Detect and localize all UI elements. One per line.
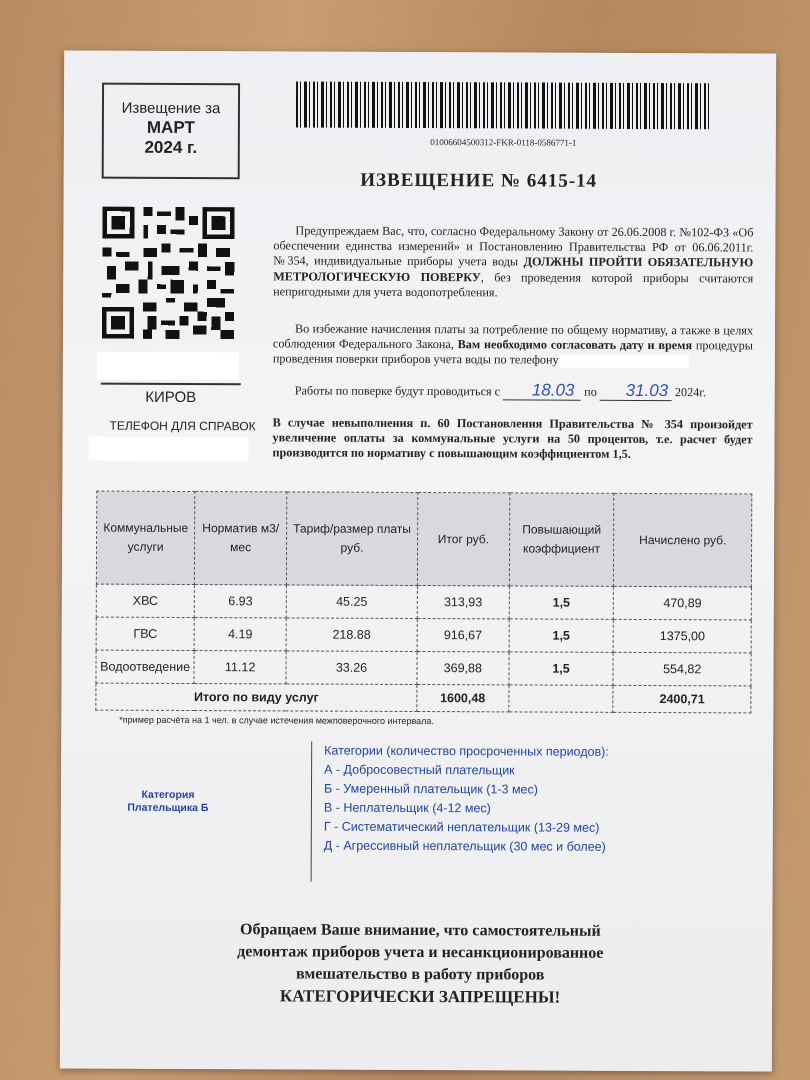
footnote: *пример расчёта на 1 чел. в случае истечения межповерочного интервала. <box>119 714 434 727</box>
table-cell: 218.88 <box>286 618 417 652</box>
notice-box-year: 2024 г. <box>144 137 198 158</box>
notice-month-box <box>102 83 240 180</box>
table-header: Коммунальные услуги <box>96 491 195 584</box>
table-cell: 313,93 <box>417 585 509 618</box>
charges-table <box>95 491 752 714</box>
table-row <box>96 650 751 686</box>
table-header: Начислено руб. <box>614 493 752 587</box>
table-cell: 33.26 <box>286 651 417 685</box>
total-charged: 2400,71 <box>613 685 751 713</box>
table-cell: Водоотведение <box>96 650 194 683</box>
paragraph-agreement: Во избежание начисления платы за потребление по общему нормативу, а также в целях соблюдения Федерального Закона, Вам необходимо согласовать дату и время процедуры проведения поверки приборов учета воды по телефону <box>272 321 754 368</box>
bottom-warning: Обращаем Ваше внимание, что самостоятельный демонтаж приборов учета и несанкционированное вмешательство в работу приборов КАТЕГОРИЧЕСКИ ЗАПРЕЩЕНЫ! <box>237 921 604 1007</box>
barcode-number: 01006604500312-FKR-0118-0586771-1 <box>430 137 577 148</box>
notice-box-month: МАРТ <box>146 117 195 138</box>
period-to: 31.03 <box>625 380 669 401</box>
redacted-phone <box>88 437 248 462</box>
category-item: А - Добросовестный плательщик <box>324 762 515 778</box>
table-cell: 554,82 <box>613 652 751 686</box>
total-label: Итого по виду услуг <box>96 683 417 711</box>
table-cell: ГВС <box>96 617 194 650</box>
table-cell: 916,67 <box>417 618 509 651</box>
period-from: 18.03 <box>531 380 575 400</box>
qr-code <box>99 207 238 340</box>
total-itog: 1600,48 <box>417 684 509 711</box>
category-item: Г - Систематический неплательщик (13-29 мес) <box>323 819 600 835</box>
table-cell: ХВС <box>96 584 194 617</box>
table-cell: 369,88 <box>417 651 509 684</box>
phone-label: ТЕЛЕФОН ДЛЯ СПРАВОК <box>109 418 256 434</box>
table-cell: 1,5 <box>509 586 614 619</box>
table-cell: 1,5 <box>509 652 614 685</box>
city-label: КИРОВ <box>101 383 241 407</box>
table-header: Тариф/размер платы руб. <box>286 492 417 586</box>
payer-category: Категория Плательщика Б <box>127 788 209 815</box>
table-row <box>96 617 751 653</box>
page-title: ИЗВЕЩЕНИЕ № 6415-14 <box>360 169 598 192</box>
category-heading: Категории (количество просроченных периодов): <box>324 743 609 759</box>
redacted-address <box>97 352 239 381</box>
notice-paper <box>60 50 776 1071</box>
category-item: В - Неплательщик (4-12 мес) <box>323 800 491 816</box>
table-row <box>96 584 751 620</box>
table-cell: 45.25 <box>286 585 417 619</box>
table-header: Норматив м3/мес <box>195 492 287 585</box>
table-cell: 11.12 <box>194 651 286 684</box>
category-item: Б - Умеренный плательщик (1-3 мес) <box>323 781 538 797</box>
table-cell: 6.93 <box>195 585 287 618</box>
penalty-warning: В случае невыполнения п. 60 Постановления Правительства № 354 произойдет увеличение оплаты за коммунальные услуги на 50 процентов, т.е. расчет будет производится по нормативу с повышающим коэффициентом 1,5. <box>272 415 753 462</box>
table-cell: 4.19 <box>194 618 286 651</box>
category-item: Д - Агрессивный неплательщик (30 мес и более) <box>323 838 606 854</box>
table-header: Повышающий коэффициент <box>509 493 614 586</box>
table-cell: 1,5 <box>509 619 614 652</box>
verification-period: Работы по поверке будут проводиться с 18.03 по 31.03 2024г. <box>294 380 706 401</box>
notice-box-line1: Извещение за <box>121 99 221 118</box>
category-legend <box>311 742 712 884</box>
redacted-contact <box>559 355 689 369</box>
table-cell: 1375,00 <box>614 619 752 653</box>
table-header: Итог руб. <box>417 492 509 585</box>
paragraph-law: Предупреждаем Вас, что, согласно Федеральному Закону от 26.06.2008 г. №102-ФЗ «Об обеспечении единства измерений» и Постановлению Правительства РФ от 06.06.2011г. №354, индивидуальные приборы учета воды ДОЛЖНЫ ПРОЙТИ ОБЯЗАТЕЛЬНУЮ МЕТРОЛОГИЧЕСКУЮ ПОВЕРКУ, без проведения которой приборы считаются непригодными для учета водопотребления. <box>273 223 754 300</box>
table-total-row <box>96 683 751 713</box>
table-cell: 470,89 <box>614 586 752 620</box>
table-header-row <box>96 491 751 587</box>
barcode <box>296 81 711 129</box>
